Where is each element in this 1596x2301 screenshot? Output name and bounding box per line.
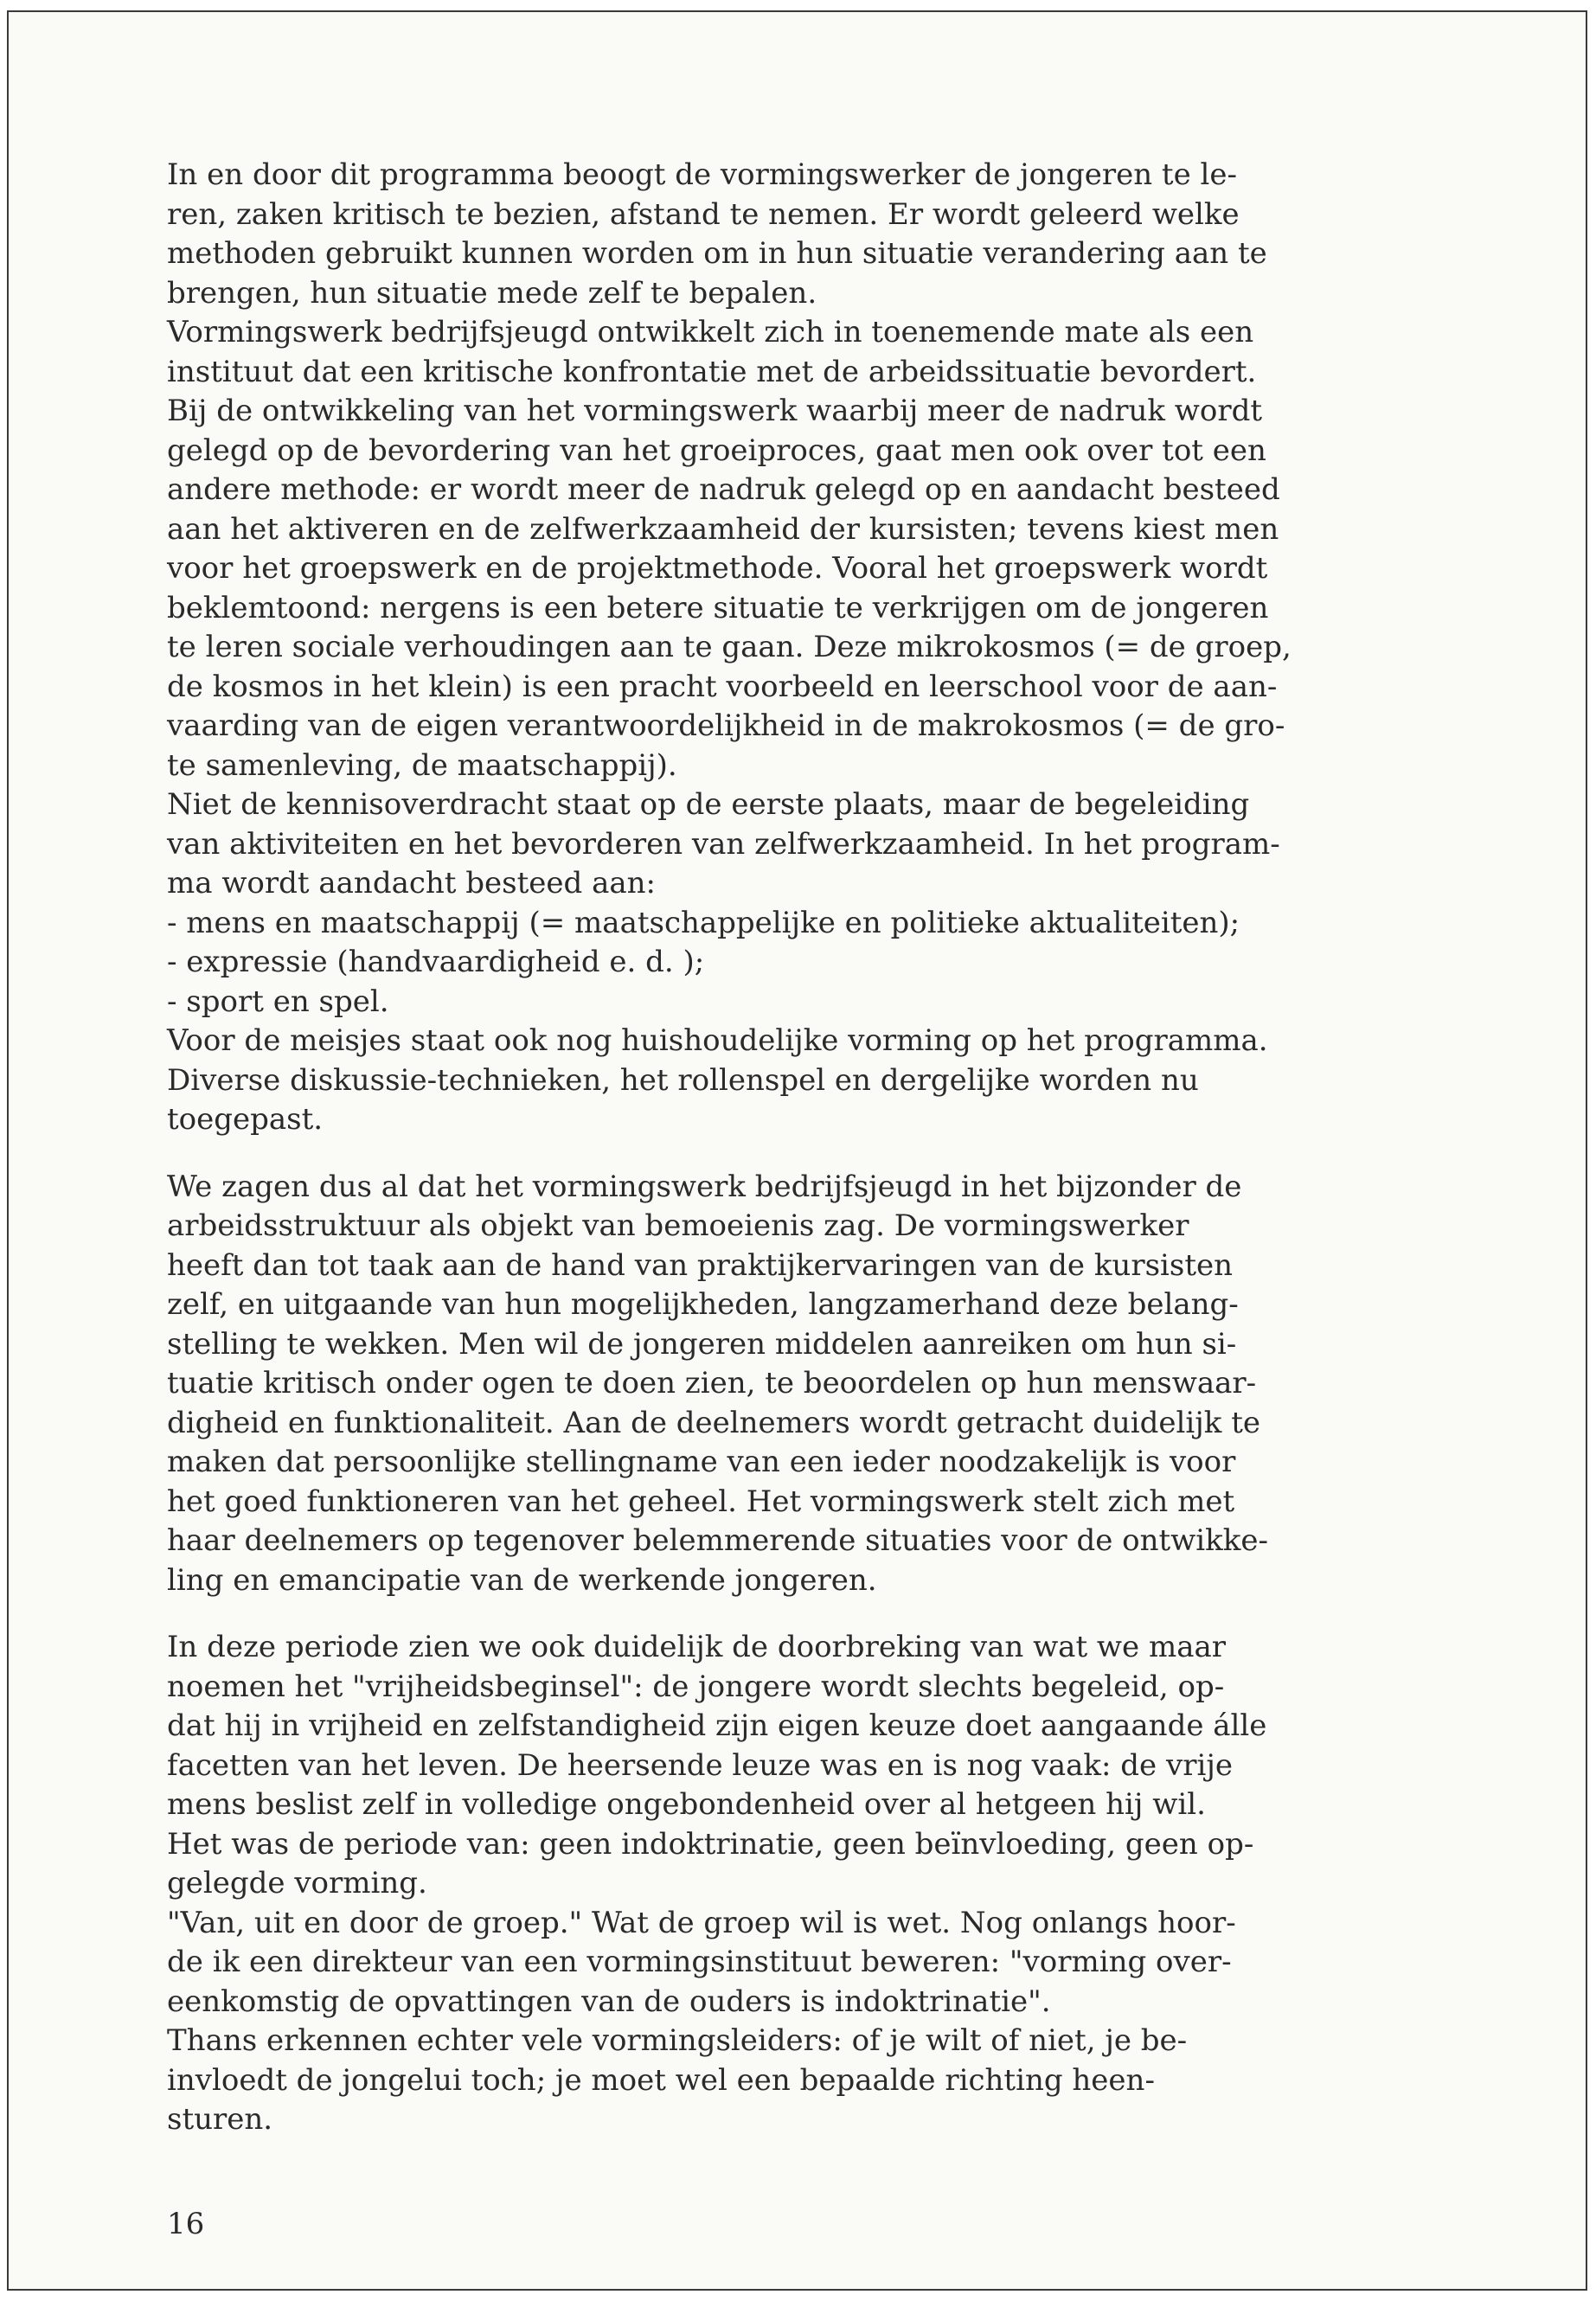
text-line: gelegd op de bevordering van het groeiproces, gaat men ook over tot een [167, 433, 1266, 468]
text-line: ling en emancipatie van de werkende jongeren. [167, 1562, 877, 1598]
paragraph [167, 1168, 1490, 1601]
text-line: stelling te wekken. Men wil de jongeren middelen aanreiken om hun si- [167, 1326, 1237, 1362]
text-line: andere methode: er wordt meer de nadruk gelegd op en aandacht besteed [167, 472, 1280, 507]
text-line: te samenleving, de maatschappij). [167, 747, 677, 783]
text-line: ren, zaken kritisch te bezien, afstand te nemen. Er wordt geleerd welke [167, 196, 1240, 232]
text-line: Vormingswerk bedrijfsjeugd ontwikkelt zich in toenemende mate als een [167, 315, 1254, 349]
text-line: gelegde vorming. [167, 1866, 427, 1900]
text-line: instituut dat een kritische konfrontatie met de arbeidssituatie bevordert. [167, 354, 1257, 389]
text-line: "Van, uit en door de groep." Wat de groep wil is wet. Nog onlangs hoor- [167, 1905, 1236, 1940]
text-line: zelf, en uitgaande van hun mogelijkheden, langzamerhand deze belang- [167, 1287, 1239, 1322]
text-line: haar deelnemers op tegenover belemmerende situaties voor de ontwikke- [167, 1523, 1268, 1558]
text-line: eenkomstig de opvattingen van de ouders is indoktrinatie". [167, 1984, 1051, 2019]
text-line: van aktiviteiten en het bevorderen van zelfwerkzaamheid. In het program- [167, 826, 1280, 862]
text-line: Het was de periode van: geen indoktrinatie, geen beïnvloeding, geen op- [167, 1826, 1254, 1862]
text-line: invloedt de jongelui toch; je moet wel een bepaalde richting heen- [167, 2062, 1155, 2098]
text-line: facetten van het leven. De heersende leuze was en is nog vaak: de vrije [167, 1747, 1233, 1783]
paragraph [167, 1628, 1490, 2140]
paragraph-gap [167, 1140, 1490, 1168]
text-line: de kosmos in het klein) is een pracht voorbeeld en leerschool voor de aan- [167, 669, 1278, 704]
text-line: We zagen dus al dat het vormingswerk bedrijfsjeugd in het bijzonder de [167, 1169, 1242, 1204]
page-number: 16 [167, 2207, 205, 2241]
text-line: Diverse diskussie-technieken, het rollenspel en dergelijke worden nu [167, 1062, 1199, 1098]
text-line: te leren sociale verhoudingen aan te gaan. Deze mikrokosmos (= de groep, [167, 630, 1292, 664]
text-line: toegepast. [167, 1102, 324, 1137]
text-line: arbeidsstruktuur als objekt van bemoeienis zag. De vormingswerker [167, 1208, 1189, 1243]
text-line: - mens en maatschappij (= maatschappelijke en politieke aktualiteiten); [167, 905, 1240, 940]
text-line: Thans erkennen echter vele vormingsleiders: of je wilt of niet, je be- [167, 2023, 1188, 2058]
text-line: Niet de kennisoverdracht staat op de eerste plaats, maar de begeleiding [167, 787, 1250, 822]
text-line: In deze periode zien we ook duidelijk de doorbreking van wat we maar [167, 1630, 1226, 1664]
text-line: - sport en spel. [167, 984, 389, 1019]
text-line: In en door dit programma beoogt de vormingswerker de jongeren te le- [167, 157, 1237, 192]
text-line: - expressie (handvaardigheid e. d. ); [167, 945, 705, 979]
paragraph [167, 156, 1490, 1140]
document-page [7, 10, 1587, 2291]
text-line: tuatie kritisch onder ogen te doen zien, te beoordelen op hun menswaar- [167, 1366, 1257, 1400]
text-line: Bij de ontwikkeling van het vormingswerk waarbij meer de nadruk wordt [167, 394, 1263, 428]
text-line: digheid en funktionaliteit. Aan de deelnemers wordt getracht duidelijk te [167, 1405, 1260, 1440]
text-line: methoden gebruikt kunnen worden om in hun situatie verandering aan te [167, 236, 1267, 271]
text-line: het goed funktioneren van het geheel. Het vormingswerk stelt zich met [167, 1484, 1235, 1519]
text-line: sturen. [167, 2102, 273, 2137]
text-line: Voor de meisjes staat ook nog huishoudelijke vorming op het programma. [167, 1023, 1268, 1058]
text-line: brengen, hun situatie mede zelf te bepalen. [167, 275, 817, 311]
text-line: ma wordt aandacht besteed aan: [167, 866, 656, 901]
text-line: beklemtoond: nergens is een betere situatie te verkrijgen om de jongeren [167, 590, 1269, 625]
text-line: dat hij in vrijheid en zelfstandigheid zijn eigen keuze doet aangaande álle [167, 1708, 1267, 1743]
text-line: mens beslist zelf in volledige ongebondenheid over al hetgeen hij wil. [167, 1787, 1206, 1822]
text-line: noemen het "vrijheidsbeginsel": de jongere wordt slechts begeleid, op- [167, 1669, 1225, 1704]
text-line: maken dat persoonlijke stellingname van een ieder noodzakelijk is voor [167, 1445, 1236, 1479]
body-text [167, 156, 1490, 2140]
paragraph-gap [167, 1600, 1490, 1628]
text-line: voor het groepswerk en de projektmethode. Vooral het groepswerk wordt [167, 551, 1268, 586]
text-line: vaarding van de eigen verantwoordelijkheid in de makrokosmos (= de gro- [167, 708, 1285, 743]
text-line: de ik een direkteur van een vormingsinstituut beweren: "vorming over- [167, 1945, 1232, 1979]
text-line: aan het aktiveren en de zelfwerkzaamheid der kursisten; tevens kiest men [167, 511, 1279, 547]
text-line: heeft dan tot taak aan de hand van praktijkervaringen van de kursisten [167, 1247, 1234, 1283]
